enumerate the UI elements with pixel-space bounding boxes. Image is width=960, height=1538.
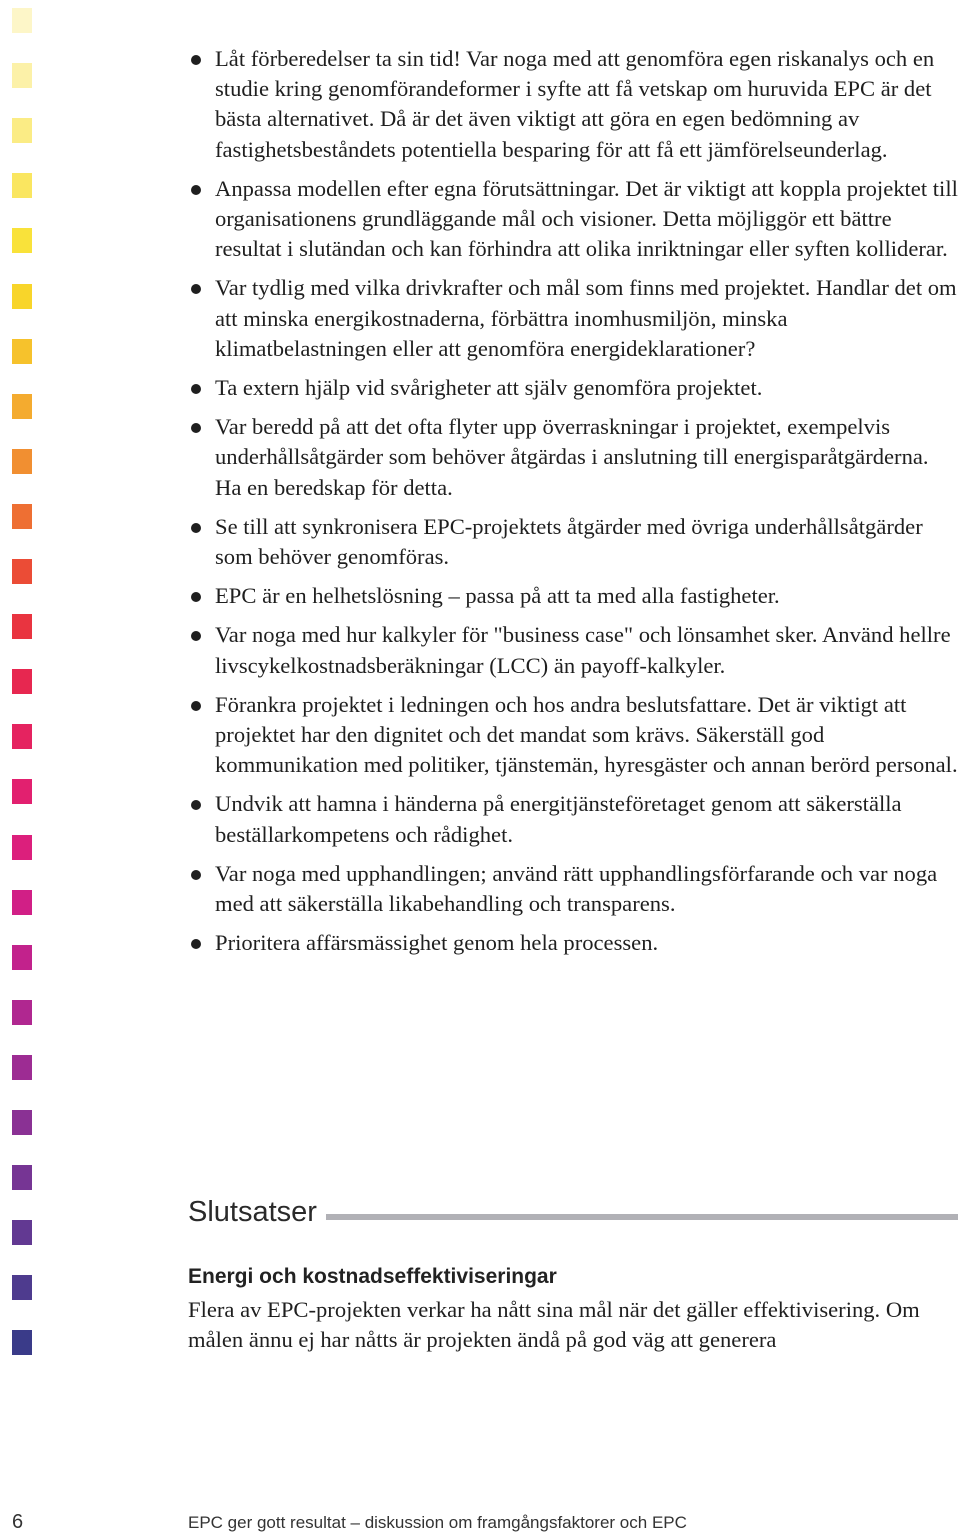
stripe-square <box>12 724 32 749</box>
subheading: Energi och kostnadseffektiviseringar <box>188 1265 557 1288</box>
stripe-square <box>12 614 32 639</box>
stripe-square <box>12 1055 32 1080</box>
bullet-icon <box>191 284 201 294</box>
list-item-text: Prioritera affärsmässighet genom hela processen. <box>215 930 659 956</box>
stripe-square <box>12 945 32 970</box>
list-item <box>188 928 960 958</box>
stripe-square <box>12 1275 32 1300</box>
stripe-square <box>12 1220 32 1245</box>
list-item <box>188 512 960 572</box>
stripe-square <box>12 559 32 584</box>
list-item-text: Var beredd på att det ofta flyter upp överraskningar i projektet, exempelvis underhållsåtgärder som behöver åtgärdas i anslutning till energisparåtgärderna. Ha en beredskap för detta. <box>215 414 929 500</box>
page-number: 6 <box>12 1511 24 1533</box>
list-item-text: Ta extern hjälp vid svårigheter att själv genomföra projektet. <box>215 375 763 401</box>
list-item-text: Anpassa modellen efter egna förutsättningar. Det är viktigt att koppla projektet till organisationens grundläggande mål och visioner. Detta möjliggör ett bättre resultat i slutändan och kan förhindra att olika inriktningar eller syften kolliderar. <box>215 175 958 262</box>
bullet-icon <box>191 55 201 65</box>
bullet-icon <box>191 631 201 641</box>
list-item <box>188 690 960 781</box>
list-item <box>188 581 960 611</box>
bullet-icon <box>191 423 201 433</box>
bullet-icon <box>191 800 201 810</box>
page-footer <box>0 1510 960 1538</box>
stripe-square <box>12 339 32 364</box>
stripe-square <box>12 394 32 419</box>
bullet-icon <box>191 701 201 711</box>
stripe-square <box>12 779 32 804</box>
bullet-icon <box>191 523 201 533</box>
stripe-square <box>12 504 32 529</box>
bullet-icon <box>191 185 201 195</box>
stripe-square <box>12 1110 32 1135</box>
body-paragraph: Flera av EPC-projekten verkar ha nått sina mål när det gäller effektivisering. Om målen ännu ej har nåtts är projekten ändå på god väg att generera <box>188 1297 920 1353</box>
stripe-square <box>12 1330 32 1355</box>
stripe-square <box>12 890 32 915</box>
section-title: Slutsatser <box>188 1192 325 1232</box>
stripe-square <box>12 63 32 88</box>
stripe-square <box>12 228 32 253</box>
list-item-text: Undvik att hamna i händerna på energitjänsteföretaget genom att säkerställa beställarkompetens och rådighet. <box>215 791 902 847</box>
list-item-text: Var tydlig med vilka drivkrafter och mål som finns med projektet. Handlar det om att minska energikostnaderna, förbättra inomhusmiljön, minska klimatbelastningen eller att genomföra energideklarationer? <box>215 275 957 361</box>
stripe-square <box>12 1000 32 1025</box>
list-item-text: Förankra projektet i ledningen och hos andra beslutsfattare. Det är viktigt att projektet har den dignitet och det mandat som krävs. Säkerställ god kommunikation med politiker, tjänstemän, hyresgäster och annan berörd personal. <box>215 691 958 778</box>
bullet-icon <box>191 384 201 394</box>
list-item-text: Var noga med hur kalkyler för "business case" och lönsamhet sker. Använd hellre livscykelkostnadsberäkningar (LCC) än payoff-kalkyler. <box>215 622 951 678</box>
stripe-square <box>12 118 32 143</box>
list-item <box>188 174 960 265</box>
bullet-icon <box>191 939 201 949</box>
list-item-text: Se till att synkronisera EPC-projektets åtgärder med övriga underhållsåtgärder som behöver genomföras. <box>215 513 923 570</box>
list-item-text: EPC är en helhetslösning – passa på att ta med alla fastigheter. <box>215 583 780 609</box>
stripe-square <box>12 835 32 860</box>
stripe-square <box>12 8 32 33</box>
bullet-list <box>188 44 960 967</box>
stripe-square <box>12 173 32 198</box>
list-item <box>188 44 960 165</box>
list-item <box>188 373 960 403</box>
section-rule <box>326 1214 958 1220</box>
stripe-square <box>12 669 32 694</box>
list-item <box>188 789 960 849</box>
footer-text: EPC ger gott resultat – diskussion om framgångsfaktorer och EPC <box>188 1513 687 1532</box>
section-header <box>188 1192 958 1232</box>
color-stripe <box>12 0 32 1400</box>
bullet-icon <box>191 870 201 880</box>
bullet-icon <box>191 592 201 602</box>
stripe-square <box>12 1165 32 1190</box>
list-item <box>188 859 960 919</box>
list-item <box>188 273 960 364</box>
list-item-text: Låt förberedelser ta sin tid! Var noga med att genomföra egen riskanalys och en studie kring genomförandeformer i syfte att få vetskap om huruvida EPC är det bästa alternativet. Då är det även viktigt att göra en egen bedömning av fastighetsbeståndets potentiella besparing för att få ett jämförelseunderlag. <box>215 46 935 162</box>
list-item <box>188 620 960 680</box>
list-item-text: Var noga med upphandlingen; använd rätt upphandlingsförfarande och var noga med att säkerställa likabehandling och transparens. <box>215 860 938 917</box>
stripe-square <box>12 284 32 309</box>
stripe-square <box>12 449 32 474</box>
list-item <box>188 412 960 503</box>
